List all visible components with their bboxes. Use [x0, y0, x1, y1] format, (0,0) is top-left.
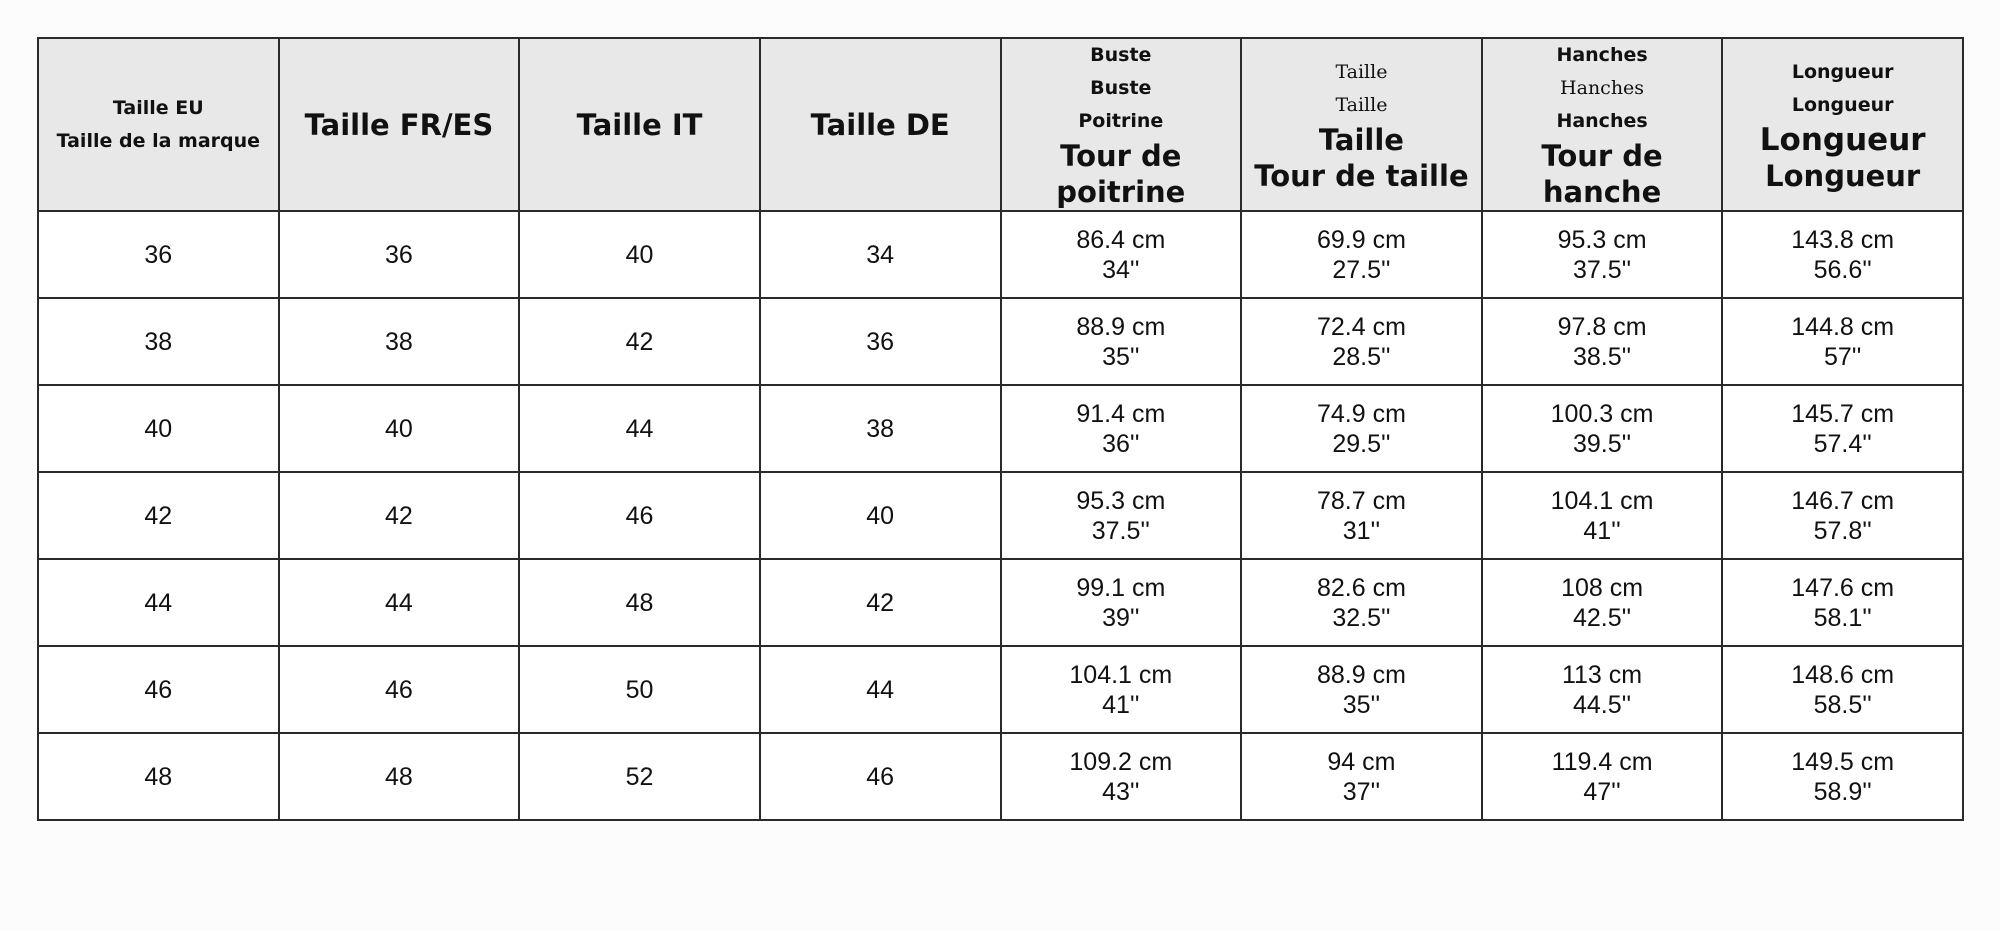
measurement-inch: 42.5'' [1572, 603, 1632, 632]
column-header-tour-de-hanche [1482, 38, 1723, 211]
cell-tour-de-poitrine [1001, 472, 1242, 559]
cell-taille-de: 42 [760, 559, 1001, 646]
column-header-line: Longueur [1791, 60, 1894, 83]
cell-taille-fr-es: 36 [279, 211, 520, 298]
measurement-inch: 35'' [1102, 342, 1140, 371]
size-chart-body [38, 211, 1963, 820]
cell-taille-de: 34 [760, 211, 1001, 298]
cell-tour-de-poitrine [1001, 211, 1242, 298]
measurement-cm: 72.4 cm [1316, 312, 1406, 341]
column-header-line: Taille FR/ES [304, 107, 494, 142]
column-header-longueur [1722, 38, 1963, 211]
column-header-line: Tour de poitrine [1056, 139, 1186, 209]
measurement-cm: 86.4 cm [1076, 225, 1166, 254]
measurement-inch: 47'' [1583, 777, 1621, 806]
measurement-inch: 58.9'' [1813, 777, 1872, 806]
cell-tour-de-taille [1241, 646, 1482, 733]
cell-taille-eu: 42 [38, 472, 279, 559]
cell-taille-eu: 38 [38, 298, 279, 385]
column-header-line: Hanches [1556, 110, 1648, 132]
cell-taille-fr-es: 38 [279, 298, 520, 385]
column-header-tour-de-taille [1241, 38, 1482, 211]
measurement-inch: 29.5'' [1332, 429, 1391, 458]
measurement-inch: 32.5'' [1332, 603, 1391, 632]
measurement-inch: 39'' [1102, 603, 1140, 632]
column-header-line: Taille [1318, 122, 1404, 157]
column-header-line: Poitrine [1078, 110, 1164, 132]
measurement-cm: 95.3 cm [1076, 486, 1166, 515]
column-header-line: Tour de hanche [1541, 139, 1663, 209]
column-header-line: Hanches [1560, 77, 1645, 99]
table-row [38, 646, 1963, 733]
column-header-line: Hanches [1556, 44, 1648, 66]
cell-taille-it: 48 [519, 559, 760, 646]
measurement-inch: 37.5'' [1091, 516, 1150, 545]
cell-tour-de-hanche [1482, 559, 1723, 646]
measurement-cm: 100.3 cm [1550, 399, 1654, 428]
column-header-line: Buste [1090, 44, 1152, 66]
column-header-line: Taille [1335, 60, 1388, 83]
cell-longueur [1722, 211, 1963, 298]
measurement-inch: 58.5'' [1813, 690, 1872, 719]
measurement-cm: 82.6 cm [1316, 573, 1406, 602]
size-chart-table [37, 37, 1964, 821]
cell-tour-de-taille [1241, 733, 1482, 820]
column-header-line: Buste [1090, 77, 1152, 99]
column-header-line: Longueur [1765, 158, 1921, 193]
measurement-inch: 56.6'' [1813, 255, 1872, 284]
cell-tour-de-hanche [1482, 646, 1723, 733]
measurement-inch: 57.4'' [1813, 429, 1872, 458]
column-header-taille-it [519, 38, 760, 211]
measurement-inch: 43'' [1102, 777, 1140, 806]
size-chart-header [38, 38, 1963, 211]
cell-taille-de: 38 [760, 385, 1001, 472]
cell-longueur [1722, 298, 1963, 385]
measurement-cm: 74.9 cm [1316, 399, 1406, 428]
cell-tour-de-poitrine [1001, 298, 1242, 385]
column-header-line: Taille DE [810, 107, 950, 142]
measurement-cm: 99.1 cm [1076, 573, 1166, 602]
column-header-line: Taille de la marque [56, 129, 261, 152]
cell-tour-de-hanche [1482, 385, 1723, 472]
measurement-inch: 37'' [1342, 777, 1381, 806]
measurement-inch: 41'' [1102, 690, 1140, 719]
measurement-inch: 58.1'' [1813, 603, 1872, 632]
cell-taille-it: 40 [519, 211, 760, 298]
measurement-cm: 144.8 cm [1791, 312, 1895, 341]
cell-tour-de-poitrine [1001, 559, 1242, 646]
column-header-taille-eu [38, 38, 279, 211]
cell-tour-de-hanche [1482, 211, 1723, 298]
cell-taille-eu: 36 [38, 211, 279, 298]
measurement-cm: 109.2 cm [1069, 747, 1173, 776]
cell-tour-de-poitrine [1001, 385, 1242, 472]
measurement-cm: 88.9 cm [1316, 660, 1406, 689]
cell-taille-it: 46 [519, 472, 760, 559]
cell-tour-de-taille [1241, 298, 1482, 385]
column-header-line: Tour de taille [1254, 158, 1469, 193]
table-row [38, 211, 1963, 298]
measurement-cm: 69.9 cm [1316, 225, 1406, 254]
cell-taille-fr-es: 48 [279, 733, 520, 820]
measurement-inch: 27.5'' [1332, 255, 1391, 284]
column-header-line: Longueur [1791, 93, 1894, 116]
measurement-cm: 97.8 cm [1557, 312, 1647, 341]
measurement-inch: 36'' [1102, 429, 1140, 458]
cell-tour-de-hanche [1482, 298, 1723, 385]
measurement-cm: 148.6 cm [1791, 660, 1895, 689]
measurement-cm: 149.5 cm [1791, 747, 1895, 776]
cell-tour-de-hanche [1482, 733, 1723, 820]
column-header-line: Taille IT [576, 107, 703, 142]
measurement-cm: 143.8 cm [1791, 225, 1895, 254]
header-row [38, 38, 1963, 211]
measurement-cm: 108 cm [1561, 573, 1644, 602]
table-row [38, 472, 1963, 559]
cell-tour-de-taille [1241, 472, 1482, 559]
cell-longueur [1722, 559, 1963, 646]
table-row [38, 559, 1963, 646]
column-header-line: Taille EU [112, 96, 204, 119]
column-header-tour-de-poitrine [1001, 38, 1242, 211]
cell-taille-eu: 46 [38, 646, 279, 733]
measurement-cm: 104.1 cm [1069, 660, 1173, 689]
cell-taille-it: 42 [519, 298, 760, 385]
measurement-inch: 35'' [1342, 690, 1381, 719]
measurement-inch: 57.8'' [1813, 516, 1872, 545]
column-header-taille-de [760, 38, 1001, 211]
cell-taille-de: 36 [760, 298, 1001, 385]
cell-taille-de: 46 [760, 733, 1001, 820]
measurement-inch: 38.5'' [1572, 342, 1632, 371]
cell-taille-eu: 40 [38, 385, 279, 472]
measurement-cm: 146.7 cm [1791, 486, 1895, 515]
measurement-inch: 28.5'' [1332, 342, 1391, 371]
measurement-cm: 119.4 cm [1551, 747, 1653, 776]
measurement-cm: 145.7 cm [1791, 399, 1895, 428]
measurement-cm: 91.4 cm [1076, 399, 1166, 428]
measurement-cm: 78.7 cm [1316, 486, 1406, 515]
cell-taille-fr-es: 46 [279, 646, 520, 733]
cell-longueur [1722, 646, 1963, 733]
measurement-inch: 37.5'' [1572, 255, 1632, 284]
measurement-cm: 94 cm [1327, 747, 1396, 776]
cell-taille-fr-es: 44 [279, 559, 520, 646]
cell-taille-eu: 48 [38, 733, 279, 820]
cell-taille-de: 40 [760, 472, 1001, 559]
measurement-cm: 88.9 cm [1076, 312, 1166, 341]
cell-taille-de: 44 [760, 646, 1001, 733]
column-header-line: Taille [1335, 93, 1388, 116]
measurement-cm: 147.6 cm [1791, 573, 1895, 602]
measurement-inch: 34'' [1102, 255, 1140, 284]
cell-tour-de-hanche [1482, 472, 1723, 559]
cell-taille-it: 44 [519, 385, 760, 472]
cell-tour-de-taille [1241, 385, 1482, 472]
cell-tour-de-taille [1241, 559, 1482, 646]
measurement-inch: 41'' [1583, 516, 1621, 545]
cell-taille-it: 50 [519, 646, 760, 733]
column-header-taille-fr-es [279, 38, 520, 211]
measurement-cm: 104.1 cm [1550, 486, 1654, 515]
cell-longueur [1722, 733, 1963, 820]
cell-taille-fr-es: 40 [279, 385, 520, 472]
table-row [38, 733, 1963, 820]
measurement-inch: 57'' [1824, 342, 1862, 371]
column-header-line: Longueur [1759, 121, 1926, 158]
measurement-cm: 95.3 cm [1557, 225, 1647, 254]
cell-taille-fr-es: 42 [279, 472, 520, 559]
measurement-cm: 113 cm [1561, 660, 1643, 689]
cell-taille-eu: 44 [38, 559, 279, 646]
cell-longueur [1722, 385, 1963, 472]
measurement-inch: 31'' [1342, 516, 1381, 545]
cell-taille-it: 52 [519, 733, 760, 820]
table-row [38, 385, 1963, 472]
cell-tour-de-taille [1241, 211, 1482, 298]
measurement-inch: 44.5'' [1572, 690, 1632, 719]
cell-longueur [1722, 472, 1963, 559]
cell-tour-de-poitrine [1001, 646, 1242, 733]
measurement-inch: 39.5'' [1572, 429, 1632, 458]
cell-tour-de-poitrine [1001, 733, 1242, 820]
table-row [38, 298, 1963, 385]
